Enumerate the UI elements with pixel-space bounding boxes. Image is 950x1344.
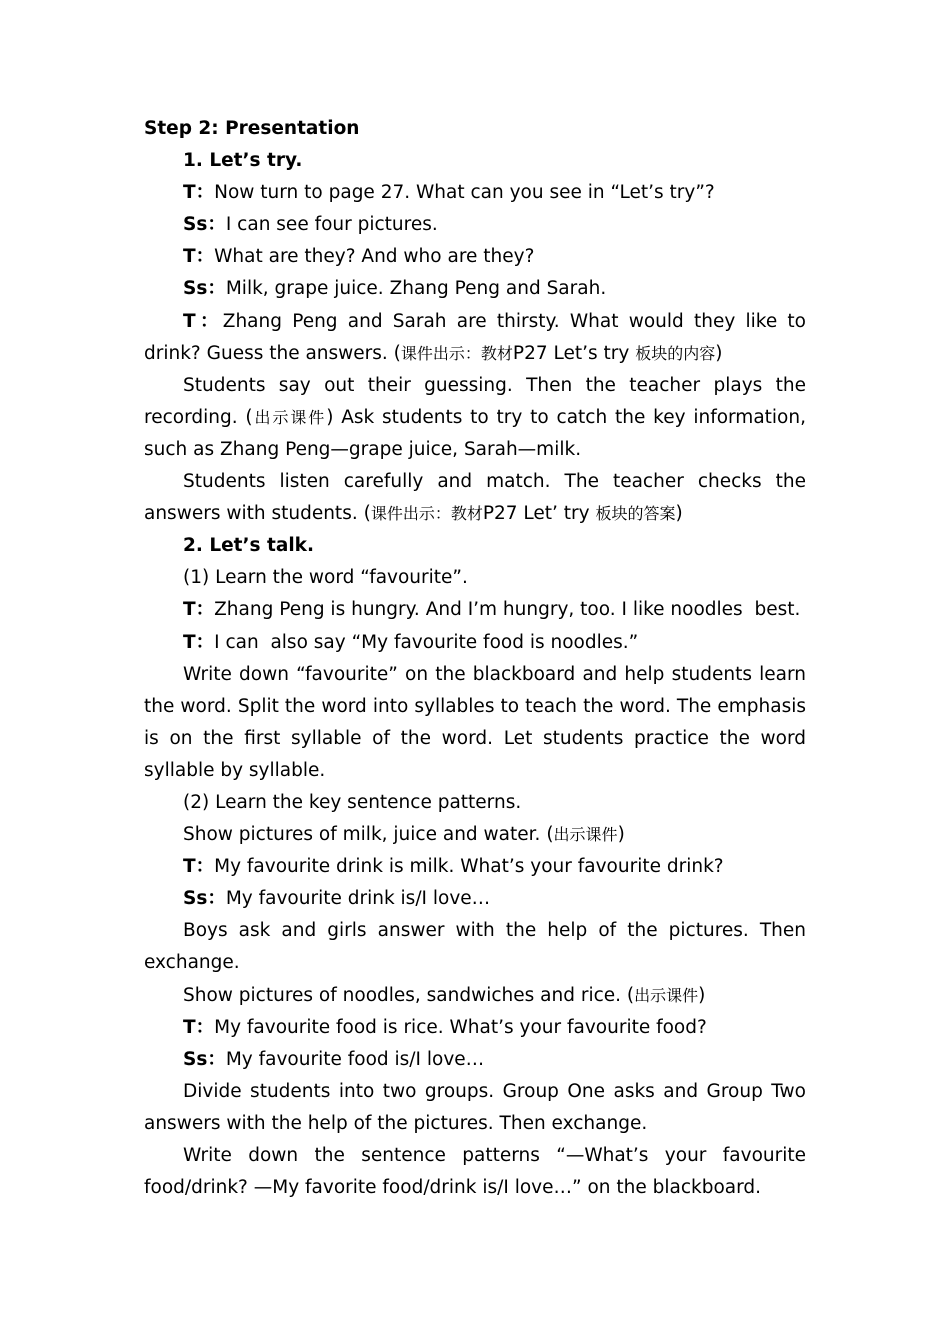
chinese-note: 课件出示：教材	[400, 343, 513, 363]
chinese-note: 课件出示：教材	[370, 504, 483, 524]
paragraph-divide-groups: Divide students into two groups. Group One asks and Group Two answers with the help of the pictures. Then exchange.	[144, 1080, 806, 1134]
subsection-title: (1) Learn the word “favourite”.	[183, 567, 468, 589]
paragraph-listen	[144, 466, 806, 530]
dialog-line	[144, 177, 806, 209]
chinese-note: 板块的内容	[635, 343, 716, 363]
paragraph-text: Show pictures of noodles, sandwiches and rice. (	[183, 984, 635, 1006]
dialog-line	[144, 594, 806, 626]
section-title-lets-talk: 2. Let’s talk.	[183, 535, 314, 557]
paragraph-text: Students listen carefully and match. The teacher checks the answers with students. (	[144, 471, 806, 525]
paragraph-text: )	[715, 342, 723, 364]
paragraph-text: P27 Let’s try	[512, 342, 636, 364]
speaker-label: T：	[183, 631, 215, 653]
speaker-label: Ss：	[183, 1048, 226, 1070]
speaker-label: T：	[183, 246, 215, 268]
paragraph-write-favourite: Write down “favourite” on the blackboard and help students learn the word. Split the word into syllables to teach the word. The emphasis is on the first syllable of the word. Let students practice the word syllable by syllable.	[144, 663, 806, 781]
dialog-line	[144, 1012, 806, 1044]
dialog-text: I can see four pictures.	[225, 214, 438, 236]
speaker-label: Ss：	[183, 888, 226, 910]
speaker-label: T：	[183, 856, 215, 878]
paragraph-text: P27 Let’ try	[482, 503, 596, 525]
speaker-label: Ss：	[183, 278, 226, 300]
speaker-label: Ss：	[183, 214, 226, 236]
paragraph-text: Show pictures of milk, juice and water. (	[183, 824, 554, 846]
dialog-line	[144, 209, 806, 241]
dialog-text: Zhang Peng is hungry. And I’m hungry, too. I like noodles best.	[214, 599, 801, 621]
dialog-text: My favourite drink is milk. What’s your favourite drink?	[214, 856, 724, 878]
speaker-label: T：	[183, 1016, 215, 1038]
paragraph-boys-girls: Boys ask and girls answer with the help of the pictures. Then exchange.	[144, 920, 806, 974]
speaker-label: T：	[183, 182, 215, 204]
paragraph-show-food	[144, 980, 806, 1012]
dialog-line	[144, 883, 806, 915]
document-page	[144, 113, 806, 1204]
dialog-line	[144, 851, 806, 883]
dialog-text: Milk, grape juice. Zhang Peng and Sarah.	[225, 278, 607, 300]
dialog-text: My favourite food is/I love…	[225, 1048, 485, 1070]
paragraph-text: )	[617, 824, 625, 846]
subsection-title: (2) Learn the key sentence patterns.	[183, 791, 522, 813]
paragraph-guessing	[144, 370, 806, 466]
step-heading: Step 2: Presentation	[144, 118, 360, 139]
paragraph-text: )	[698, 984, 706, 1006]
section-title-lets-try: 1. Let’s try.	[183, 150, 303, 172]
paragraph-thirsty	[144, 306, 806, 370]
paragraph-text: Zhang Peng and Sarah are thirsty. What would they like to drink? Guess the answers. (	[144, 310, 806, 364]
dialog-text: Now turn to page 27. What can you see in “Let’s try”?	[214, 182, 715, 204]
paragraph-text: Students say out their guessing. Then the teacher plays the recording. (	[144, 374, 806, 428]
dialog-line	[144, 241, 806, 273]
chinese-note: 出示课件	[634, 985, 699, 1005]
paragraph-show-drinks	[144, 819, 806, 851]
dialog-line	[144, 627, 806, 659]
paragraph-sentence-patterns: Write down the sentence patterns “—What’s your favourite food/drink? —My favorite food/drink is/I love…” on the blackboard.	[144, 1145, 806, 1199]
paragraph-text: )	[675, 503, 683, 525]
dialog-line	[144, 1044, 806, 1076]
speaker-label: T：	[183, 599, 215, 621]
paragraph-text: ) Ask students to try to catch the key information, such as Zhang Peng—grape juice, Sarah—milk.	[144, 406, 806, 460]
dialog-text: My favourite food is rice. What’s your favourite food?	[214, 1016, 707, 1038]
dialog-line	[144, 273, 806, 305]
dialog-text: My favourite drink is/I love…	[225, 888, 491, 910]
chinese-note: 板块的答案	[595, 504, 676, 524]
chinese-note: 出示课件	[252, 407, 327, 427]
speaker-label: T：	[183, 310, 223, 332]
chinese-note: 出示课件	[553, 825, 618, 845]
dialog-text: What are they? And who are they?	[214, 246, 535, 268]
dialog-text: I can also say “My favourite food is noodles.”	[214, 631, 639, 653]
